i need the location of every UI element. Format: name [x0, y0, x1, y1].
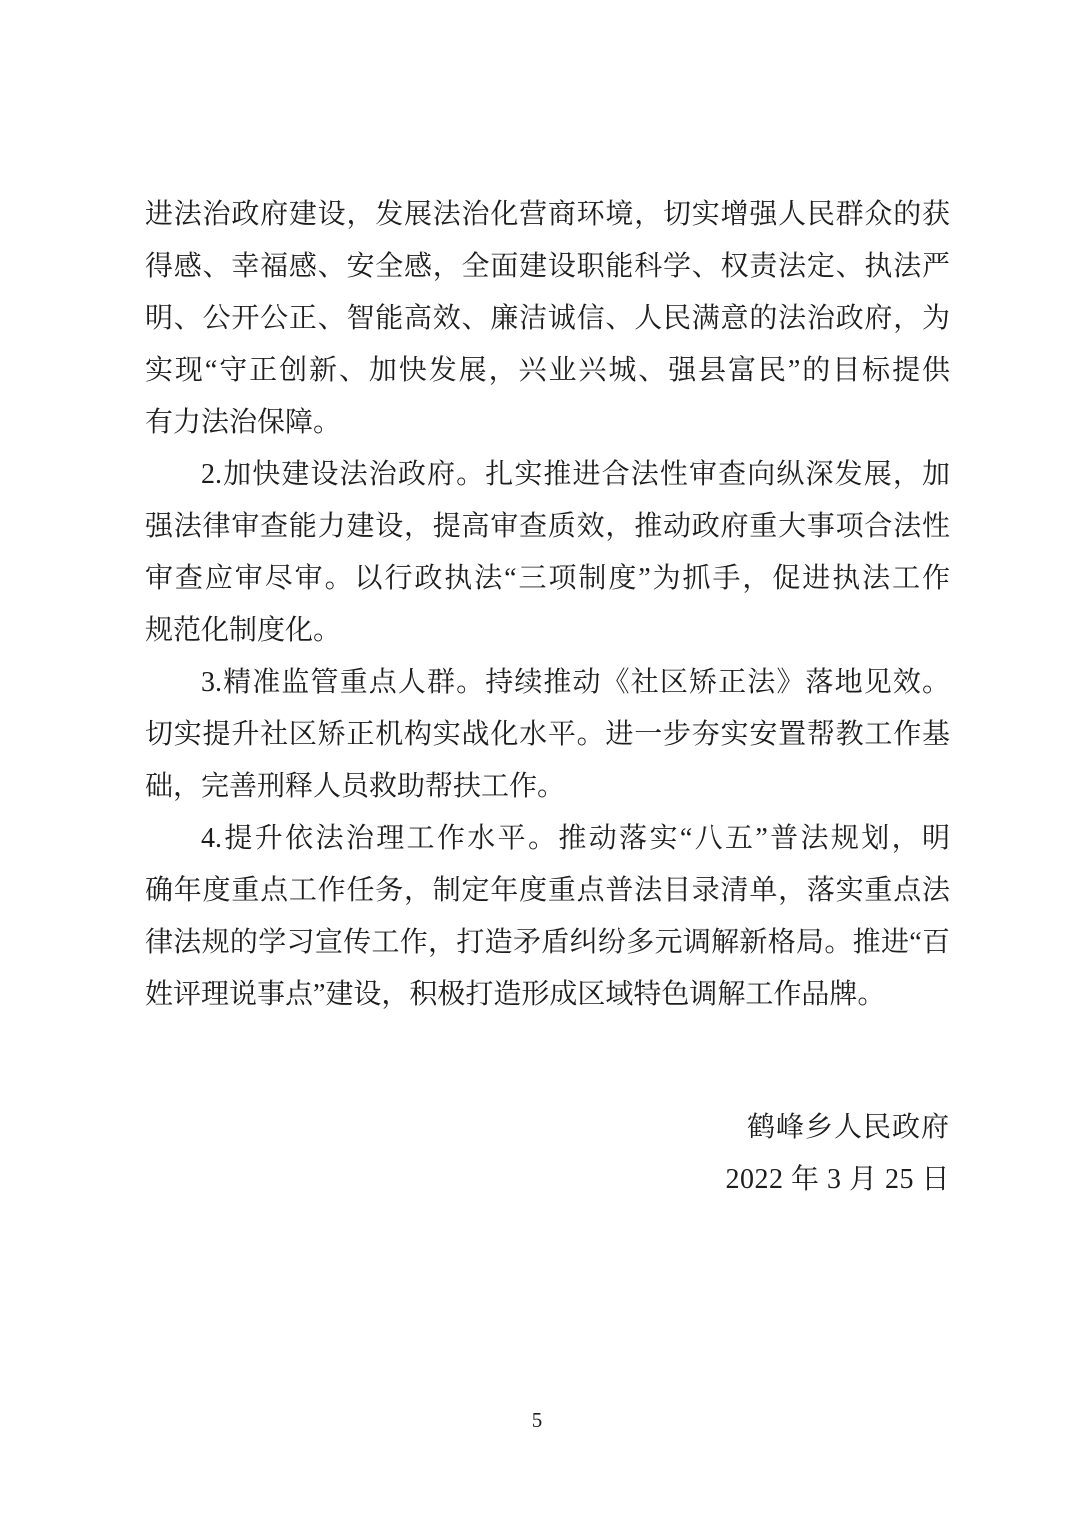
text-line: 审查应审尽审。以行政执法“三项制度”为抓手，促进执法工作: [145, 563, 950, 594]
page-number: 5: [531, 1408, 543, 1432]
signature-organization: 鹤峰乡人民政府: [746, 1112, 950, 1143]
paragraph-2: [145, 449, 950, 657]
text-line: 姓评理说事点”建设，积极打造形成区域特色调解工作品牌。: [145, 979, 886, 1010]
text-line: 确年度重点工作任务，制定年度重点普法目录清单，落实重点法: [145, 875, 950, 906]
text-line: 切实提升社区矫正机构实战化水平。进一步夯实安置帮教工作基: [145, 719, 950, 750]
paragraph-3: [145, 657, 950, 813]
text-line: 2.加快建设法治政府。扎实推进合法性审查向纵深发展，加: [201, 459, 950, 490]
paragraph-4: [145, 813, 950, 1021]
text-line: 4.提升依法治理工作水平。推动落实“八五”普法规划，明: [201, 823, 950, 854]
text-line: 有力法治保障。: [145, 407, 342, 438]
text-line: 础，完善刑释人员救助帮扶工作。: [145, 771, 566, 802]
page-footer: [0, 1406, 1074, 1434]
text-line: 强法律审查能力建设，提高审查质效，推动政府重大事项合法性: [145, 511, 950, 542]
text-line: 明、公开公正、智能高效、廉洁诚信、人民满意的法治政府，为: [145, 303, 950, 334]
signature-block: [725, 1102, 950, 1206]
text-line: 进法治政府建设，发展法治化营商环境，切实增强人民群众的获: [145, 199, 950, 230]
text-line: 得感、幸福感、安全感，全面建设职能科学、权责法定、执法严: [145, 251, 950, 282]
text-line: 律法规的学习宣传工作，打造矛盾纠纷多元调解新格局。推进“百: [145, 927, 950, 958]
document-body: [145, 189, 950, 1021]
signature-date: 2022 年 3 月 25 日: [725, 1164, 950, 1195]
text-line: 规范化制度化。: [145, 615, 342, 646]
text-line: 实现“守正创新、加快发展，兴业兴城、强县富民”的目标提供: [145, 355, 950, 386]
text-line: 3.精准监管重点人群。持续推动《社区矫正法》落地见效。: [201, 667, 950, 698]
paragraph-1: [145, 189, 950, 449]
